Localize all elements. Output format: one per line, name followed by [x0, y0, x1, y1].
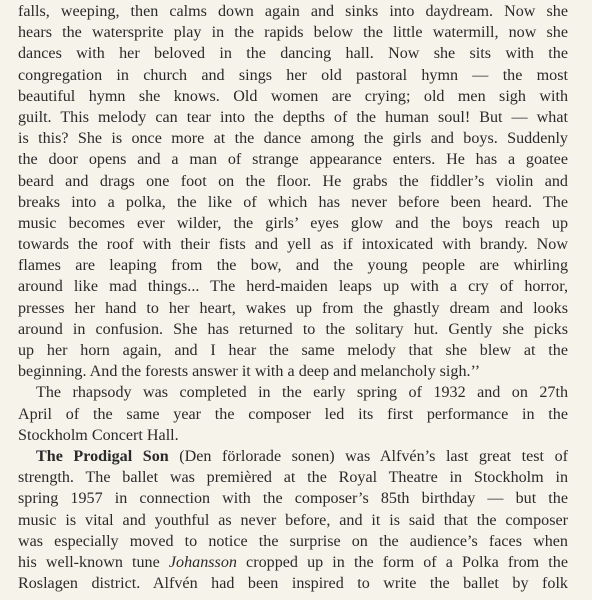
text-line: breaks into a polka, the like of which has never before been heard. The	[18, 193, 568, 211]
text-line: music becomes ever wilder, the girls’ eyes glow and the boys reach up	[18, 214, 568, 232]
prodigal-line: music is vital and youthful as never before, and it is said that the composer	[18, 511, 568, 529]
johansson-before: his well-known tune	[18, 553, 169, 571]
text-line: dances with her beloved in the dancing hall. Now she sits with the	[18, 45, 568, 63]
text-line: beginning. And the forests answer it with a deep and melancholy sigh.’’	[18, 363, 481, 381]
text-line: around like mad things... The herd-maiden leaps up with a cry of horror,	[18, 278, 568, 296]
text-line: hears the watersprite play in the rapids below the little watermill, now she	[18, 24, 568, 42]
rhapsody-line: The rhapsody was completed in the early spring of 1932 and on 27th	[36, 384, 568, 402]
prodigal-son-title: The Prodigal Son	[36, 447, 169, 465]
johansson-line	[18, 552, 568, 573]
text-line: around in confusion. She has returned to the solitary hut. Gently she picks	[18, 320, 568, 338]
prodigal-line: strength. The ballet was premièred at the Royal Theatre in Stockholm in	[18, 469, 568, 487]
text-line: flames are leaping from the bow, and the young people are whirling	[18, 257, 568, 275]
rhapsody-line: April of the same year the composer led its first performance in the	[18, 405, 568, 423]
prodigal-line-rest: (Den förlorade sonen) was Alfvén’s last great test of	[168, 447, 568, 465]
rhapsody-line: Stockholm Concert Hall.	[18, 426, 179, 444]
text-line: up her horn again, and I hear the same melody that she blew at the	[18, 342, 568, 359]
text-line: presses her hand to her heart, wakes up from the ghastly dream and looks	[18, 299, 568, 317]
prodigal-heading-line	[18, 446, 568, 467]
text-body	[18, 1, 568, 594]
prodigal-line: spring 1957 in connection with the composer’s 85th birthday — but the	[18, 490, 568, 508]
text-line: falls, weeping, then calms down again and sinks into daydream. Now she	[18, 3, 568, 20]
text-line: guilt. This melody can tear into the depths of the human soul! But — what	[18, 108, 568, 126]
johansson-title: Johansson	[168, 553, 237, 571]
text-line: beautiful hymn she knows. Old women are crying; old men sigh with	[18, 87, 568, 105]
text-line: congregation in church and sings her old pastoral hymn — the most	[18, 66, 568, 84]
prodigal-last-line: Roslagen district. Alfvén had been inspired to write the ballet by folk	[18, 575, 568, 593]
text-line: is this? She is once more at the dance among the girls and boys. Suddenly	[18, 130, 568, 148]
text-line: beard and drags one foot on the floor. He grabs the fiddler’s violin and	[18, 172, 568, 190]
text-line: towards the roof with their fists and yell as if intoxicated with brandy. Now	[18, 236, 568, 254]
prodigal-line: was especially moved to notice the surprise on the audience’s faces when	[18, 532, 568, 550]
johansson-after: cropped up in the form of a Polka from the	[236, 553, 568, 571]
text-line: the door opens and a man of strange appearance enters. He has a goatee	[18, 151, 568, 169]
